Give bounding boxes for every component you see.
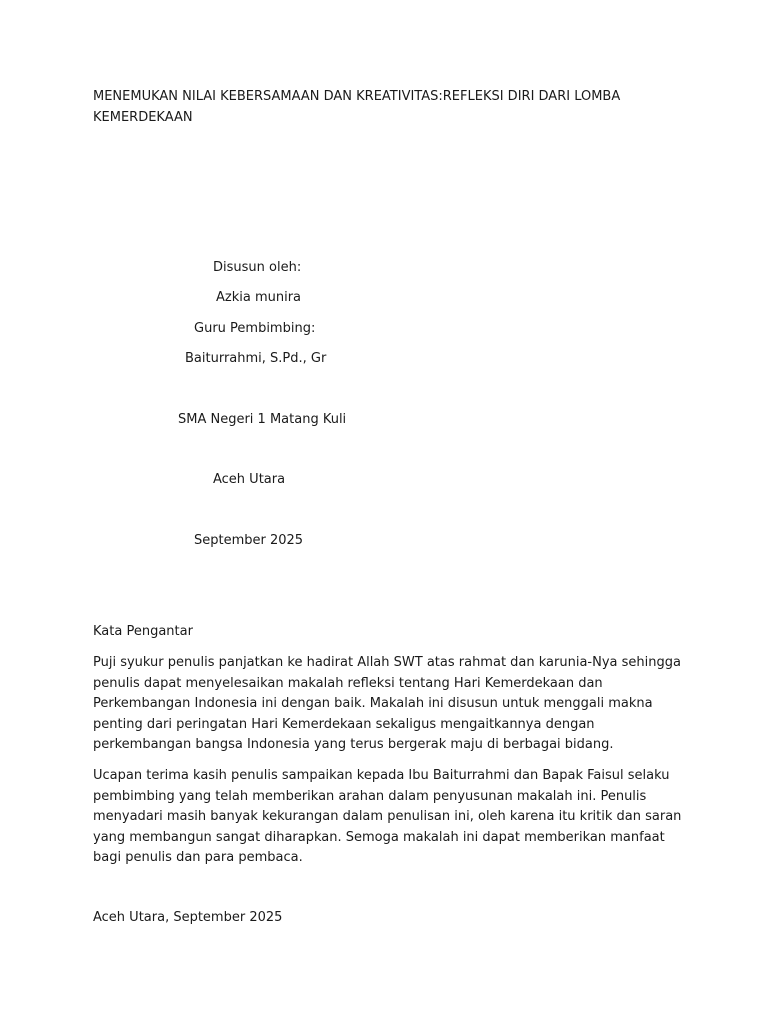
document-title: MENEMUKAN NILAI KEBERSAMAAN DAN KREATIVITAS:REFLEKSI DIRI DARI LOMBA KEMERDEKAAN [93,89,621,125]
foreword-closing: Aceh Utara, September 2025 [93,910,283,925]
foreword-paragraph-2: Ucapan terima kasih penulis sampaikan kepada Ibu Baiturrahmi dan Bapak Faisul selaku pembimbing yang telah memberikan arahan dalam penyusunan makalah ini. Penulis menyadari masih banyak kekurangan dalam penulisan ini, oleh karena itu kritik dan saran yang membangun sangat diharapkan. Semoga makalah ini dapat memberikan manfaat bagi penulis dan para pembaca. [93,768,682,866]
foreword-heading: Kata Pengantar [93,624,193,639]
cover-author: Azkia munira [216,290,302,305]
cover-date: September 2025 [194,533,304,548]
cover-school: SMA Negeri 1 Matang Kuli [178,412,347,427]
foreword-paragraph-1: Puji syukur penulis panjatkan ke hadirat Allah SWT atas rahmat dan karunia-Nya sehingga penulis dapat menyelesaikan makalah refleksi tentang Hari Kemerdekaan dan Perkembangan Indonesia ini dengan baik. Makalah ini disusun untuk menggali makna penting dari peringatan Hari Kemerdekaan sekaligus mengaitkannya dengan perkembangan bangsa Indonesia yang terus bergerak maju di berbagai bidang. [93,655,681,753]
cover-region: Aceh Utara [213,472,286,487]
cover-guru-label: Guru Pembimbing: [194,321,316,336]
cover-disusun-label: Disusun oleh: [213,260,302,275]
cover-guru-name: Baiturrahmi, S.Pd., Gr [185,351,327,366]
